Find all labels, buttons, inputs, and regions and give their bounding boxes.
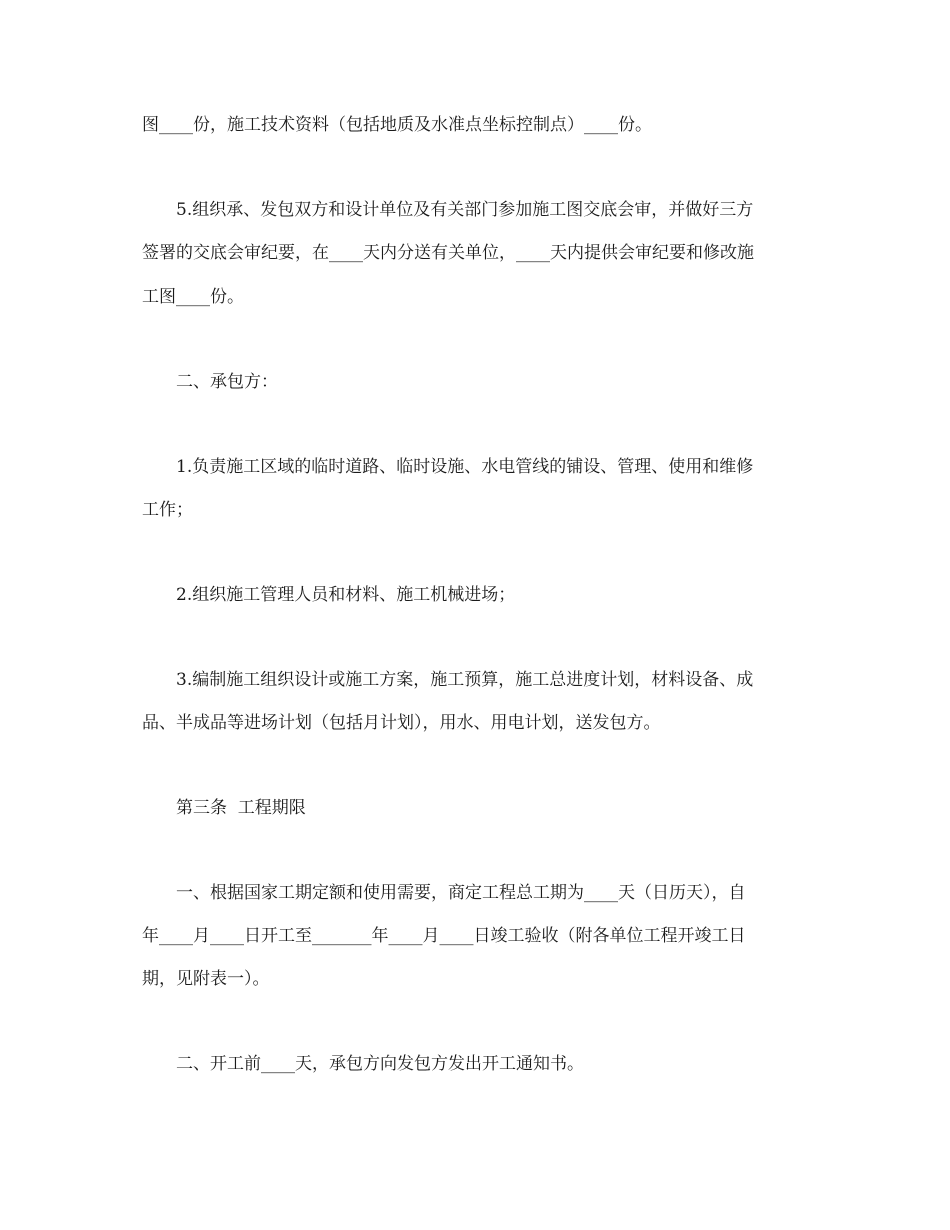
text-line: 5.组织承、发包双方和设计单位及有关部门参加施工图交底会审，并做好三方 [176, 200, 754, 220]
text-line: 工作； [142, 500, 193, 520]
text-line: 3.编制施工组织设计或施工方案，施工预算，施工总进度计划，材料设备、成 [176, 670, 754, 690]
section-heading: 二、承包方： [176, 372, 278, 392]
text-line: 一、根据国家工期定额和使用需要，商定工程总工期为____天（日历天），自 [176, 883, 746, 903]
text-line: 品、半成品等进场计划（包括月计划），用水、用电计划，送发包方。 [142, 713, 661, 733]
text-line: 图____份，施工技术资料（包括地质及水准点坐标控制点）____份。 [142, 115, 652, 135]
text-line: 年____月____日开工至_______年____月____日竣工验收（附各单位工程开竣工日 [142, 926, 746, 946]
text-line: 2.组织施工管理人员和材料、施工机械进场； [176, 585, 516, 605]
text-line: 工图____份。 [142, 287, 244, 307]
article-heading: 第三条 工程期限 [176, 798, 306, 818]
text-line: 签署的交底会审纪要，在____天内分送有关单位，____天内提供会审纪要和修改施 [142, 243, 754, 263]
text-line: 1.负责施工区域的临时道路、临时设施、水电管线的铺设、管理、使用和维修 [176, 457, 754, 477]
text-line: 期，见附表一）。 [142, 969, 270, 989]
text-line: 二、开工前____天，承包方向发包方发出开工通知书。 [176, 1054, 584, 1074]
